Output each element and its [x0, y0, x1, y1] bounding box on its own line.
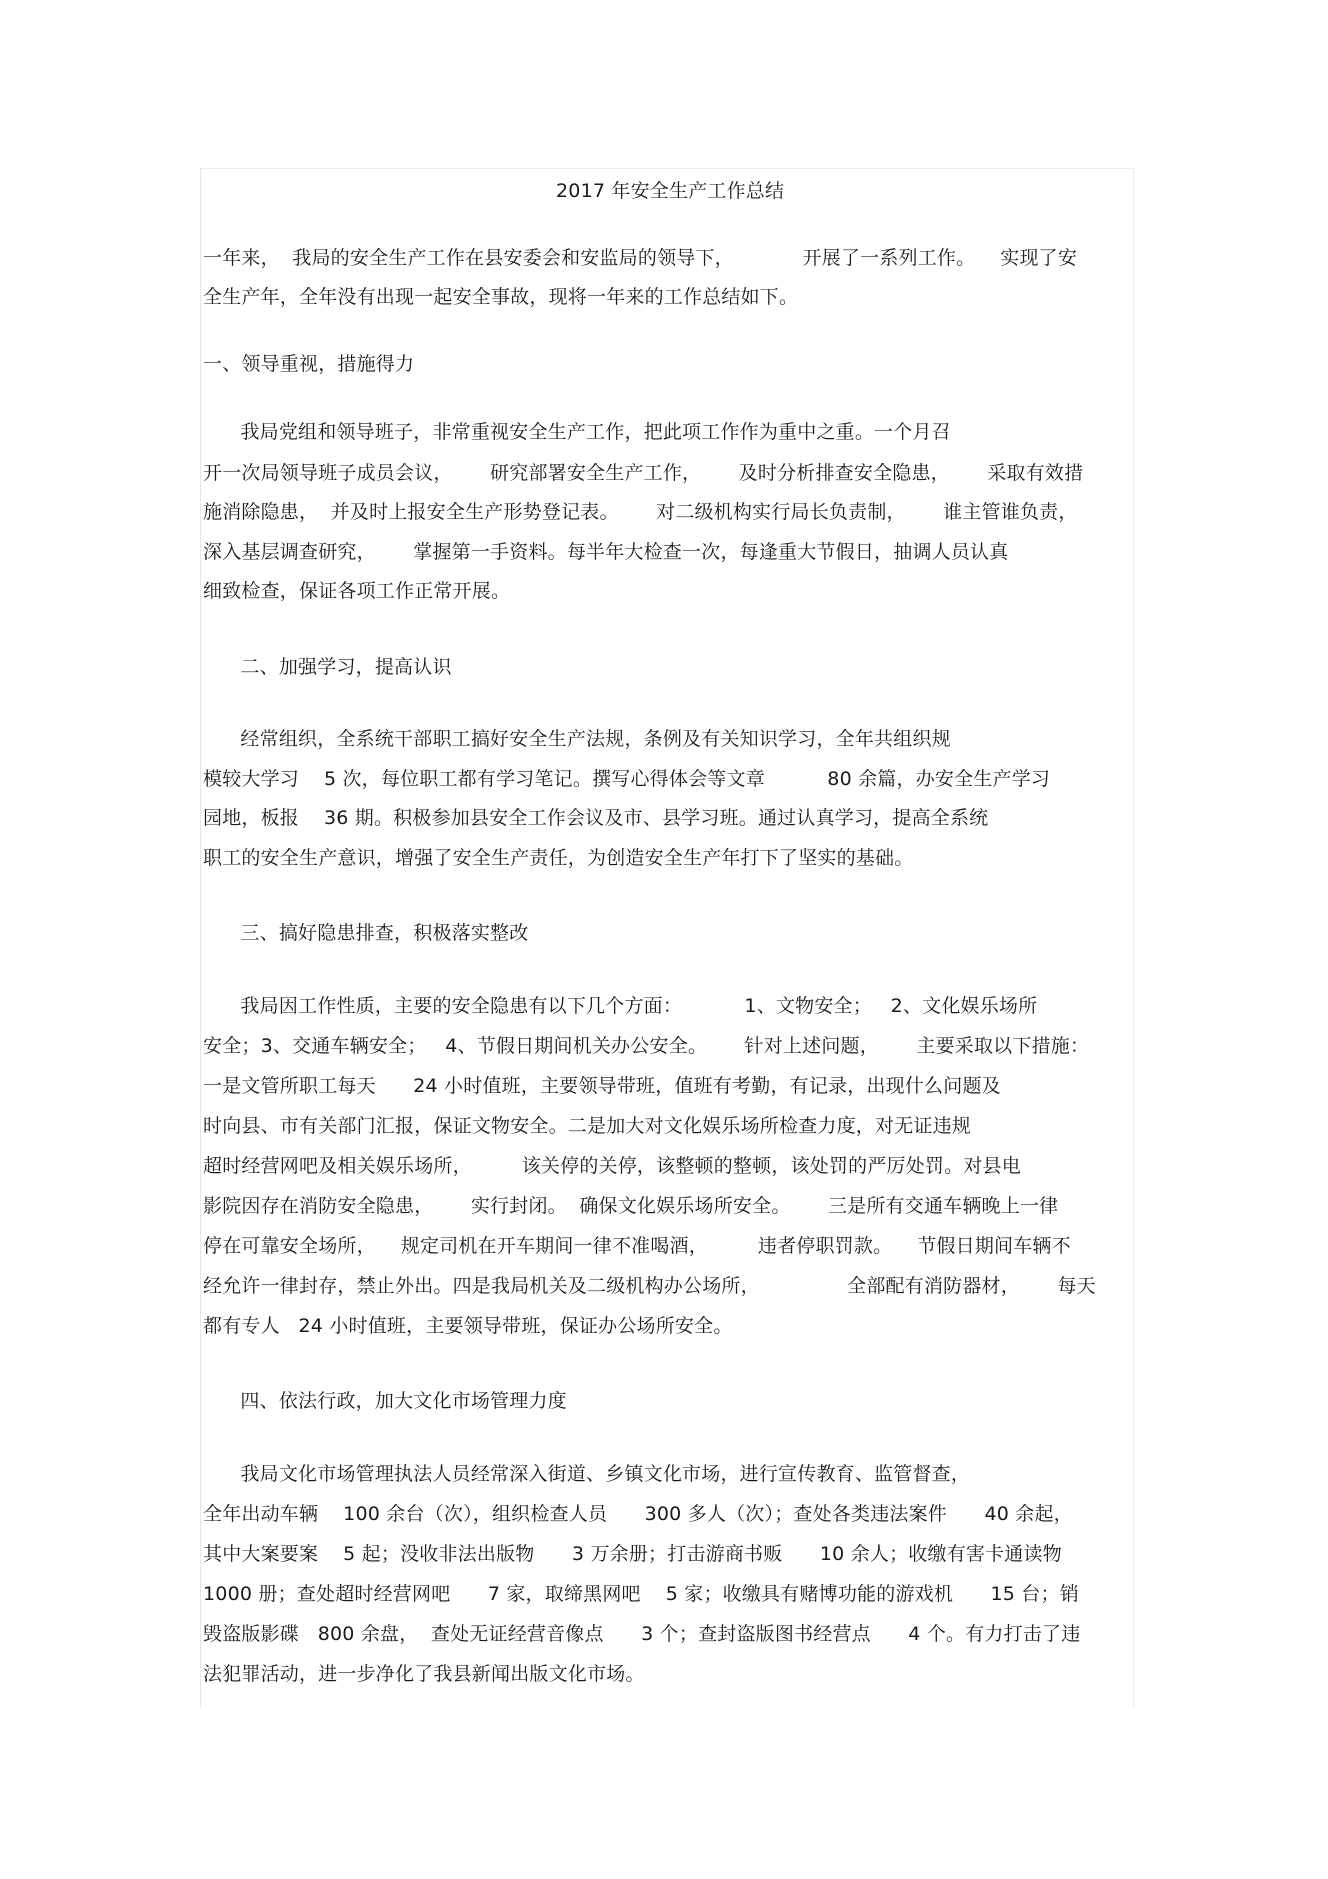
text-line: 经允许一律封存，禁止外出。四是我局机关及二级机构办公场所， 全部配有消防器材， 每天: [203, 1275, 1096, 1297]
text-line: 一是文管所职工每天 24 小时值班，主要领导带班，值班有考勤，有记录，出现什么问题及: [203, 1075, 1001, 1097]
document-title: 2017 年安全生产工作总结: [556, 180, 785, 202]
text-line: 时向县、市有关部门汇报，保证文物安全。二是加大对文化娱乐场所检查力度，对无证违规: [203, 1115, 972, 1137]
text-line: 毁盗版影碟 800 余盘， 查处无证经营音像点 3 个；查封盗版图书经营点 4 个。有力打击了违: [203, 1623, 1081, 1645]
text-line: 职工的安全生产意识，增强了安全生产责任，为创造安全生产年打下了坚实的基础。: [203, 847, 914, 869]
text-line: 停在可靠安全场所， 规定司机在开车期间一律不准喝酒， 违者停职罚款。 节假日期间车辆不: [203, 1235, 1071, 1257]
text-line: 法犯罪活动，进一步净化了我县新闻出版文化市场。: [203, 1663, 645, 1685]
text-line: 都有专人 24 小时值班，主要领导带班，保证办公场所安全。: [203, 1315, 733, 1337]
section-heading: 一、领导重视，措施得力: [203, 353, 415, 375]
section-heading: 二、加强学习，提高认识: [203, 656, 452, 678]
text-line: 我局党组和领导班子，非常重视安全生产工作，把此项工作作为重中之重。一个月召: [203, 421, 951, 443]
text-line: 全年出动车辆 100 余台（次），组织检查人员 300 多人（次）；查处各类违法案件 40 余起，: [203, 1503, 1073, 1525]
text-line: 园地，板报 36 期。积极参加县安全工作会议及市、县学习班。通过认真学习，提高全系统: [203, 807, 989, 829]
text-line: 施消除隐患， 并及时上报安全生产形势登记表。 对二级机构实行局长负责制， 谁主管谁负责，: [203, 501, 1078, 523]
text-line: 影院因存在消防安全隐患， 实行封闭。 确保文化娱乐场所安全。 三是所有交通车辆晚上一律: [203, 1195, 1059, 1217]
text-line: 全生产年，全年没有出现一起安全事故，现将一年来的工作总结如下。: [203, 286, 799, 308]
text-line: 一年来， 我局的安全生产工作在县安委会和安监局的领导下， 开展了一系列工作。 实现了安: [203, 247, 1078, 269]
text-line: 细致检查，保证各项工作正常开展。: [203, 580, 511, 602]
section-heading: 三、搞好隐患排查，积极落实整改: [203, 922, 529, 944]
text-line: 超时经营网吧及相关娱乐场所， 该关停的关停，该整顿的整顿，该处罚的严厉处罚。对县电: [203, 1155, 1021, 1177]
section-heading: 四、依法行政，加大文化市场管理力度: [203, 1390, 567, 1412]
text-line: 1000 册；查处超时经营网吧 7 家，取缔黑网吧 5 家；收缴具有赌博功能的游戏机 15 台；销: [203, 1583, 1079, 1605]
text-line: 模较大学习 5 次，每位职工都有学习笔记。撰写心得体会等文章 80 余篇，办安全生产学习: [203, 768, 1051, 790]
text-line: 经常组织，全系统干部职工搞好安全生产法规，条例及有关知识学习，全年共组织规: [203, 728, 951, 750]
text-line: 我局因工作性质，主要的安全隐患有以下几个方面： 1、文物安全； 2、文化娱乐场所: [203, 995, 1038, 1017]
text-line: 我局文化市场管理执法人员经常深入街道、乡镇文化市场，进行宣传教育、监管督查，: [203, 1463, 971, 1485]
text-line: 深入基层调查研究， 掌握第一手资料。每半年大检查一次，每逢重大节假日，抽调人员认真: [203, 541, 1009, 563]
text-line: 安全；3、交通车辆安全； 4、节假日期间机关办公安全。 针对上述问题， 主要采取以下措施：: [203, 1035, 1090, 1057]
text-line: 其中大案要案 5 起；没收非法出版物 3 万余册；打击游商书贩 10 余人；收缴有害卡通读物: [203, 1543, 1062, 1565]
text-line: 开一次局领导班子成员会议， 研究部署安全生产工作， 及时分析排查安全隐患， 采取有效措: [203, 462, 1084, 484]
